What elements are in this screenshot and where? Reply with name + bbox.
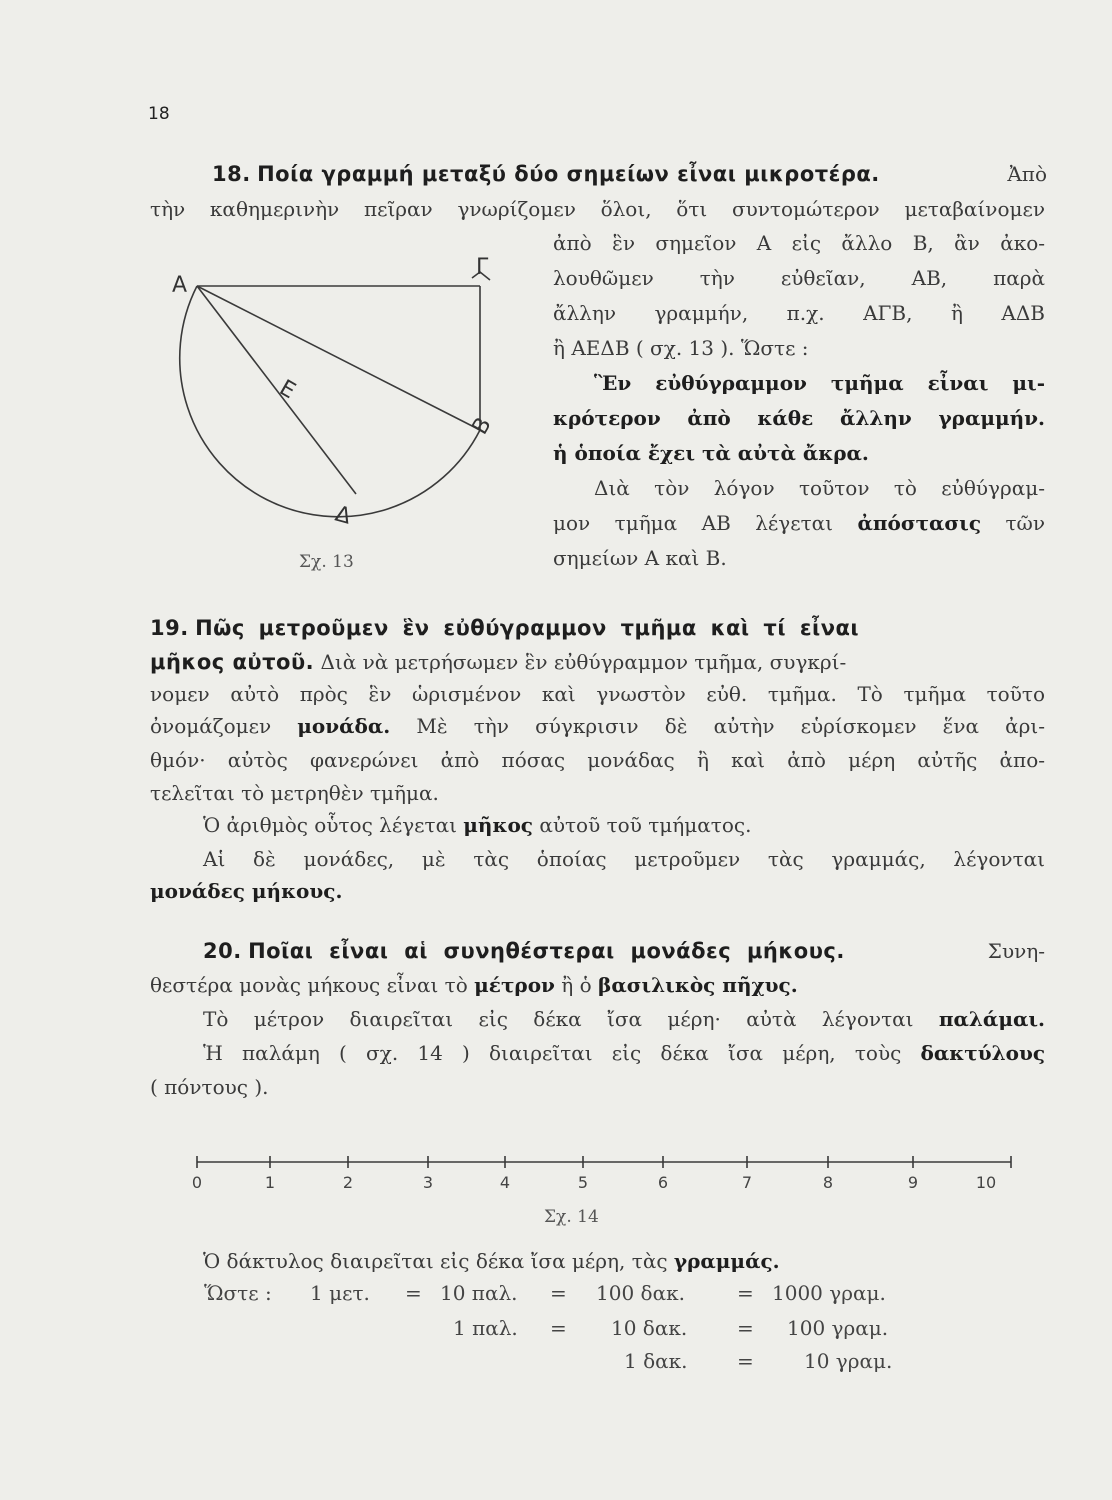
arc-AEDB — [180, 286, 480, 517]
tick-label-0: 0 — [191, 1173, 203, 1192]
equiv-row3-c3: 1 δακ. — [624, 1349, 688, 1373]
length-term: μῆκος — [463, 813, 533, 837]
section-20-number: 20. — [203, 939, 242, 963]
equiv-row1-c3: 100 δακ. — [596, 1281, 685, 1305]
tick-label-10: 10 — [975, 1173, 997, 1192]
section-18-line1-tail: Ἀπὸ — [1007, 162, 1047, 186]
tick-label-9: 9 — [907, 1173, 919, 1192]
section-19-line9: μονάδες μήκους. — [150, 879, 343, 903]
tick-label-1: 1 — [264, 1173, 276, 1192]
metre-term: μέτρον — [474, 973, 555, 997]
equiv-row3-eq3: = — [737, 1349, 754, 1373]
tick-label-7: 7 — [741, 1173, 753, 1192]
section-18-line11 — [553, 509, 1045, 537]
section-19-title: Πῶς μετροῦμεν ἓν εὐθύγραμμον τμῆμα καὶ τί εἶναι — [195, 616, 860, 640]
label-G: Γ — [476, 255, 489, 280]
equiv-row1-eq3: = — [737, 1281, 754, 1305]
tick-label-2: 2 — [342, 1173, 354, 1192]
figure-14-caption: Σχ. 14 — [544, 1207, 599, 1227]
segment-AD — [197, 286, 356, 494]
section-19-title-cont: μῆκος αὐτοῦ. — [150, 650, 315, 674]
section-19-line5: θμόν· αὐτὸς φανερώνει ἀπὸ πόσας μονάδας ἢ καὶ ἀπὸ μέρη αὐτῆς ἀπο- — [150, 748, 1045, 772]
figure-13 — [150, 250, 550, 580]
section-18-line5: ἄλλην γραμμήν, π.χ. ΑΓΒ, ἢ ΑΔΒ — [553, 301, 1045, 325]
section-18-rule-line1: Ἓν εὐθύγραμμον τμῆμα εἶναι μι- — [594, 371, 1045, 395]
section-18-line2: τὴν καθημερινὴν πεῖραν γνωρίζομεν ὅλοι, ὅτι συντομώτερον μεταβαίνομεν — [150, 197, 1045, 221]
section-18-line10: Διὰ τὸν λόγον τοῦτον τὸ εὐθύγραμ- — [594, 476, 1045, 500]
tick-label-5: 5 — [577, 1173, 589, 1192]
tick-label-3: 3 — [422, 1173, 434, 1192]
figure-13-caption: Σχ. 13 — [299, 552, 354, 572]
section-19-line2 — [150, 648, 1045, 676]
section-20-line2 — [150, 971, 798, 999]
section-20-line3-a: Τὸ μέτρον διαιρεῖται εἰς δέκα ἴσα μέρη· αὐτὰ λέγονται — [203, 1007, 914, 1031]
final-line1 — [203, 1247, 780, 1275]
section-18-line4: λουθῶμεν τὴν εὐθεῖαν, ΑΒ, παρὰ — [553, 266, 1045, 290]
section-18-rule-line2: κρότερον ἀπὸ κάθε ἄλλην γραμμήν. — [553, 406, 1045, 430]
section-19-line7-a: Ὁ ἀριθμὸς οὗτος λέγεται — [203, 813, 457, 837]
section-19-line6: τελεῖται τὸ μετρηθὲν τμῆμα. — [150, 781, 439, 805]
section-18-heading — [212, 160, 1047, 188]
label-E: Ε — [275, 375, 300, 405]
section-20-heading — [203, 937, 1045, 965]
section-19-line4-a: ὀνομάζομεν — [150, 714, 272, 738]
equiv-row1-c2: 10 παλ. — [440, 1281, 518, 1305]
section-20-line2-c: ἢ ὁ — [561, 973, 592, 997]
palm-term: παλάμαι. — [938, 1007, 1045, 1031]
section-18-rule-line3: ἡ ὁποία ἔχει τὰ αὐτὰ ἄκρα. — [553, 441, 869, 465]
section-19-heading — [150, 614, 1045, 642]
unit-term: μονάδα. — [297, 714, 391, 738]
equiv-row1-eq1: = — [405, 1281, 422, 1305]
section-20-line5: ( πόντους ). — [150, 1075, 269, 1099]
section-20-line4 — [203, 1039, 1045, 1067]
section-20-line1-tail: Συνη- — [987, 939, 1045, 963]
section-18-line11-a: μον τμῆμα ΑΒ λέγεται — [553, 511, 833, 535]
tick-label-6: 6 — [657, 1173, 669, 1192]
equiv-row2-eq3: = — [737, 1316, 754, 1340]
section-20-title: Ποῖαι εἶναι αἱ συνηθέστεραι μονάδες μήκους. — [248, 939, 845, 963]
section-20-line4-a: Ἡ παλάμη ( σχ. 14 ) διαιρεῖται εἰς δέκα ἴσα μέρη, τοὺς — [203, 1041, 902, 1065]
section-18-line11-c: τῶν — [1005, 511, 1046, 535]
section-18-number: 18. — [212, 162, 251, 186]
section-19-number: 19. — [150, 616, 189, 640]
section-19-line7-c: αὐτοῦ τοῦ τμήματος. — [539, 813, 752, 837]
distance-term: ἀπόστασις — [857, 511, 982, 535]
equiv-row1-c1: 1 μετ. — [310, 1281, 370, 1305]
section-19-line3: νομεν αὐτὸ πρὸς ἓν ὡρισμένον καὶ γνωστὸν εὐθ. τμῆμα. Τὸ τμῆμα τοῦτο — [150, 682, 1045, 706]
section-19-line4 — [150, 712, 1045, 740]
figure-14-ruler — [170, 1140, 1030, 1200]
tick-label-4: 4 — [499, 1173, 511, 1192]
equiv-row2-eq2: = — [550, 1316, 567, 1340]
grammes-term: γραμμάς. — [673, 1249, 780, 1273]
ruler-lines — [197, 1156, 1011, 1168]
finger-term: δακτύλους — [920, 1041, 1046, 1065]
equiv-row1-eq2: = — [550, 1281, 567, 1305]
final-line1-a: Ὁ δάκτυλος διαιρεῖται εἰς δέκα ἴσα μέρη, τὰς — [203, 1249, 668, 1273]
label-A: Α — [172, 273, 188, 298]
section-18-line3: ἀπὸ ἓν σημεῖον Α εἰς ἄλλο Β, ἂν ἀκο- — [553, 231, 1045, 255]
tick-label-8: 8 — [822, 1173, 834, 1192]
equiv-row2-c4: 100 γραμ. — [787, 1316, 889, 1340]
section-20-line2-a: θεστέρα μονὰς μήκους εἶναι τὸ — [150, 973, 468, 997]
section-19-line7 — [203, 811, 751, 839]
section-19-line8: Αἱ δὲ μονάδες, μὲ τὰς ὁποίας μετροῦμεν τὰς γραμμάς, λέγονται — [203, 847, 1045, 871]
label-B: Β — [467, 413, 497, 439]
section-18-line6: ἢ ΑΕΔΒ ( σχ. 13 ). Ὥστε : — [553, 336, 809, 360]
section-19-line4-c: Μὲ τὴν σύγκρισιν δὲ αὐτὴν εὑρίσκομεν ἕνα ἀρι- — [416, 714, 1046, 738]
section-20-line3 — [203, 1005, 1045, 1033]
equiv-row1-lead: Ὥστε : — [204, 1281, 272, 1305]
section-19-line2-tail: Διὰ νὰ μετρήσωμεν ἓν εὐθύγραμμον τμῆμα, συγκρί- — [320, 650, 847, 674]
section-18-title: Ποία γραμμή μεταξύ δύο σημείων εἶναι μικροτέρα. — [257, 162, 880, 186]
section-18-line12: σημείων Α καὶ Β. — [553, 546, 727, 570]
equiv-row2-c2: 1 παλ. — [453, 1316, 518, 1340]
equiv-row1-c4: 1000 γραμ. — [772, 1281, 886, 1305]
segment-AB — [197, 286, 480, 430]
equiv-row3-c4: 10 γραμ. — [804, 1349, 893, 1373]
equiv-row2-c3: 10 δακ. — [611, 1316, 688, 1340]
page-number: 18 — [148, 104, 170, 124]
royal-cubit-term: βασιλικὸς πῆχυς. — [598, 973, 798, 997]
label-D: Δ — [332, 501, 354, 530]
